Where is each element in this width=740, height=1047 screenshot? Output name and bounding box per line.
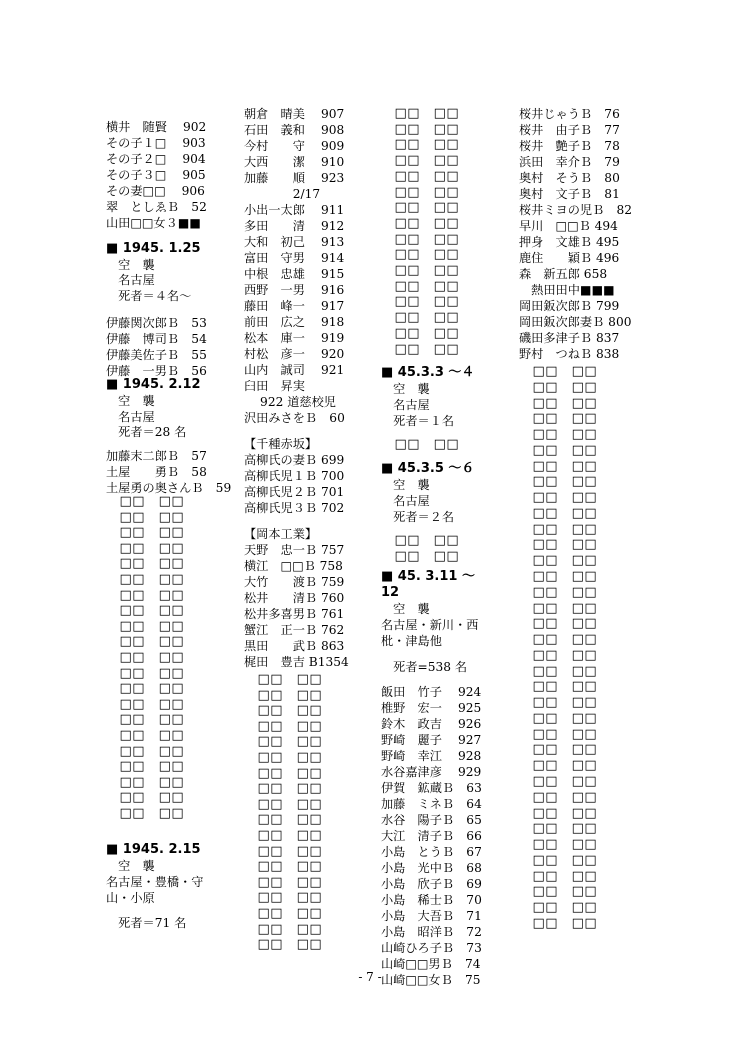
entry-row: 山崎□□女Ｂ 75 bbox=[381, 973, 481, 987]
illegible-entry-row: □□ □□ bbox=[381, 310, 460, 326]
entry-row: 天野 忠一Ｂ 757 bbox=[244, 543, 345, 557]
entry-row: 名古屋 bbox=[381, 398, 430, 412]
illegible-entry-row: □□ □□ bbox=[106, 806, 185, 821]
illegible-entry-row: □□ □□ bbox=[106, 759, 185, 775]
illegible-entry-row: □□ □□ bbox=[106, 525, 185, 541]
entry-row: 空 襲 bbox=[106, 394, 155, 408]
illegible-entry-row: □□ □□ bbox=[381, 168, 460, 184]
entry-row: 名古屋・新川・西 bbox=[381, 618, 479, 632]
entry-row: 村松 彦一 920 bbox=[244, 347, 345, 361]
entry-row: 名古屋 bbox=[106, 410, 155, 424]
entry-row: 大竹 渡Ｂ 759 bbox=[244, 575, 345, 589]
illegible-entry-row: □□ □□ bbox=[106, 494, 185, 509]
entry-row: 加藤末二郎Ｂ 57 bbox=[106, 449, 207, 463]
illegible-entry-row: □□ □□ bbox=[106, 618, 185, 634]
entry-row: 伊藤 一男Ｂ 56 bbox=[106, 364, 207, 378]
illegible-entry-row: □□ □□ bbox=[106, 774, 185, 790]
illegible-entry-row: □□ □□ bbox=[519, 742, 598, 758]
illegible-entry-row: □□ □□ bbox=[519, 915, 598, 931]
entry-row: 【千種赤坂】 bbox=[244, 437, 318, 451]
illegible-entry-row: □□ □□ bbox=[519, 632, 598, 648]
entry-row: 土屋 勇Ｂ 58 bbox=[106, 465, 207, 479]
entry-row: 空 襲 bbox=[106, 859, 155, 873]
entry-row: その子２□ 904 bbox=[106, 152, 206, 166]
illegible-entry-row: □□ □□ bbox=[381, 341, 460, 357]
entry-row: 死者＝１名 bbox=[381, 414, 455, 428]
illegible-entry-row: □□ □□ bbox=[519, 647, 598, 663]
illegible-entry-row: □□ □□ bbox=[519, 569, 598, 584]
illegible-entry-row: □□ □□ bbox=[381, 121, 460, 137]
entry-row: 臼田 昇実 bbox=[244, 379, 305, 393]
illegible-entry-row: □□ □□ bbox=[106, 681, 185, 697]
illegible-entry-row: □□ □□ bbox=[244, 718, 323, 734]
entry-row: その子１□ 903 bbox=[106, 136, 206, 150]
illegible-entry-row: □□ □□ bbox=[381, 247, 460, 263]
entry-row: 小島 欣子Ｂ 69 bbox=[381, 877, 482, 891]
illegible-entry-row: □□ □□ bbox=[519, 852, 598, 868]
illegible-entry-row: □□ □□ bbox=[519, 837, 598, 853]
illegible-entry-row: □□ □□ bbox=[519, 379, 598, 395]
entry-row: 空 襲 bbox=[381, 602, 430, 616]
illegible-entry-row: □□ □□ bbox=[519, 884, 598, 900]
entry-row: 早川 □□Ｂ 494 bbox=[519, 219, 618, 233]
illegible-entry-row: □□ □□ bbox=[519, 726, 598, 742]
illegible-entry-row: □□ □□ bbox=[244, 703, 323, 719]
entry-row: 沢田みさをＢ 60 bbox=[244, 411, 345, 425]
illegible-entry-row: □□ □□ bbox=[519, 537, 598, 553]
entry-row: 浜田 幸介Ｂ 79 bbox=[519, 155, 620, 169]
entry-row: 水谷 陽子Ｂ 65 bbox=[381, 813, 482, 827]
entry-row: 死者=538 名 bbox=[381, 660, 468, 674]
entry-row: 奥村 そうＢ 80 bbox=[519, 171, 620, 185]
illegible-entry-row: □□ □□ bbox=[106, 634, 185, 650]
entry-row: 梶田 豊吉 B1354 bbox=[244, 655, 349, 669]
entry-row: 鹿住 穎Ｂ 496 bbox=[519, 251, 620, 265]
entry-row: 加藤 順 923 bbox=[244, 171, 345, 185]
entry-row: 藤田 峰一 917 bbox=[244, 299, 345, 313]
illegible-entry-row: □□ □□ bbox=[381, 533, 460, 548]
entry-row: 石田 義和 908 bbox=[244, 123, 345, 137]
entry-row: 熱田田中■■■ bbox=[519, 283, 615, 297]
entry-row: 翠 としゑＢ 52 bbox=[106, 200, 207, 214]
entry-row: 空 襲 bbox=[381, 478, 430, 492]
entry-row: 小島 大吾Ｂ 71 bbox=[381, 909, 482, 923]
illegible-entry-row: □□ □□ bbox=[381, 200, 460, 216]
illegible-entry-row: □□ □□ bbox=[106, 728, 185, 743]
section-heading: ■ 1945. 2.12 bbox=[106, 377, 201, 392]
entry-row: 名古屋 bbox=[381, 494, 430, 508]
illegible-entry-row: □□ □□ bbox=[106, 743, 185, 759]
illegible-entry-row: □□ □□ bbox=[519, 474, 598, 490]
illegible-entry-row: □□ □□ bbox=[244, 812, 323, 828]
entry-row: その子３□ 905 bbox=[106, 168, 206, 182]
entry-row: 山内 誠司 921 bbox=[244, 363, 345, 377]
illegible-entry-row: □□ □□ bbox=[519, 442, 598, 458]
illegible-entry-row: □□ □□ bbox=[244, 890, 323, 906]
section-heading: ■ 45.3.3 ～４ bbox=[381, 365, 475, 380]
illegible-entry-row: □□ □□ bbox=[519, 584, 598, 600]
entry-row: 高柳氏児１Ｂ 700 bbox=[244, 469, 345, 483]
entry-row: 横江 □□Ｂ 758 bbox=[244, 559, 343, 573]
entry-row: その妻□□ 906 bbox=[106, 184, 205, 198]
entry-row: 大江 清子Ｂ 66 bbox=[381, 829, 482, 843]
entry-row: 死者＝28 名 bbox=[106, 425, 187, 439]
illegible-entry-row: □□ □□ bbox=[106, 790, 185, 806]
entry-row: 大西 潔 910 bbox=[244, 155, 345, 169]
illegible-entry-row: □□ □□ bbox=[519, 821, 598, 837]
illegible-entry-row: □□ □□ bbox=[519, 553, 598, 569]
entry-row: 奥村 文子Ｂ 81 bbox=[519, 187, 620, 201]
illegible-entry-row: □□ □□ bbox=[519, 427, 598, 443]
entry-row: 伊藤関次郎Ｂ 53 bbox=[106, 316, 207, 330]
entry-row: 高柳氏の妻Ｂ 699 bbox=[244, 453, 345, 467]
entry-row: 鈴木 政吉 926 bbox=[381, 717, 482, 731]
entry-row: 土屋勇の奥さんＢ 59 bbox=[106, 481, 232, 495]
entry-row: 西野 一男 916 bbox=[244, 283, 345, 297]
illegible-entry-row: □□ □□ bbox=[106, 650, 185, 665]
entry-row: 桜井じゃうＢ 76 bbox=[519, 107, 620, 121]
illegible-entry-row: □□ □□ bbox=[519, 364, 598, 379]
illegible-entry-row: □□ □□ bbox=[381, 231, 460, 247]
entry-row: 大和 初己 913 bbox=[244, 235, 345, 249]
illegible-entry-row: □□ □□ bbox=[244, 687, 323, 703]
illegible-entry-row: □□ □□ bbox=[519, 458, 598, 474]
page-number: - 7 - bbox=[358, 970, 382, 984]
illegible-entry-row: □□ □□ bbox=[381, 294, 460, 310]
entry-row: 磯田多津子Ｂ 837 bbox=[519, 331, 620, 345]
illegible-entry-row: □□ □□ bbox=[106, 540, 185, 556]
illegible-entry-row: □□ □□ bbox=[106, 696, 185, 712]
entry-row: 富田 守男 914 bbox=[244, 251, 345, 265]
entry-row: 前田 広之 918 bbox=[244, 315, 345, 329]
illegible-entry-row: □□ □□ bbox=[519, 868, 598, 884]
entry-row: 蟹江 正一Ｂ 762 bbox=[244, 623, 345, 637]
illegible-entry-row: □□ □□ bbox=[519, 505, 598, 521]
illegible-entry-row: □□ □□ bbox=[519, 710, 598, 726]
illegible-entry-row: □□ □□ bbox=[244, 672, 323, 687]
illegible-entry-row: □□ □□ bbox=[106, 587, 185, 603]
entry-row: 枇・津島他 bbox=[381, 634, 442, 648]
entry-row: 水谷嘉津彦 929 bbox=[381, 765, 482, 779]
entry-row: 野村 つねＢ 838 bbox=[519, 347, 620, 361]
illegible-entry-row: □□ □□ bbox=[519, 395, 598, 411]
illegible-entry-row: □□ □□ bbox=[244, 750, 323, 765]
entry-row: 伊賀 鉱蔵Ｂ 63 bbox=[381, 781, 482, 795]
entry-row: 伊藤美佐子Ｂ 55 bbox=[106, 348, 207, 362]
entry-row: 空 襲 bbox=[106, 258, 155, 272]
entry-row: 桜井 由子Ｂ 77 bbox=[519, 123, 620, 137]
entry-row: 山田□□女３■■ bbox=[106, 216, 201, 230]
entry-row: 岡田鈑次郎妻Ｂ 800 bbox=[519, 315, 632, 329]
entry-row: 死者＝71 名 bbox=[106, 916, 187, 930]
illegible-entry-row: □□ □□ bbox=[519, 490, 598, 506]
illegible-entry-row: □□ □□ bbox=[519, 695, 598, 711]
illegible-entry-row: □□ □□ bbox=[244, 796, 323, 812]
entry-row: 小島 とうＢ 67 bbox=[381, 845, 482, 859]
illegible-entry-row: □□ □□ bbox=[381, 325, 460, 341]
illegible-entry-row: □□ □□ bbox=[244, 859, 323, 875]
illegible-entry-row: □□ □□ bbox=[106, 572, 185, 587]
illegible-entry-row: □□ □□ bbox=[244, 734, 323, 750]
illegible-entry-row: □□ □□ bbox=[381, 184, 460, 200]
illegible-entry-row: □□ □□ bbox=[381, 137, 460, 153]
illegible-entry-row: □□ □□ bbox=[244, 906, 323, 921]
entry-row: 922 道慈校児 bbox=[244, 395, 336, 409]
section-heading: ■ 1945. 2.15 bbox=[106, 842, 201, 857]
entry-row: 加藤 ミネＢ 64 bbox=[381, 797, 482, 811]
entry-row: 森 新五郎 658 bbox=[519, 267, 608, 281]
illegible-entry-row: □□ □□ bbox=[106, 712, 185, 728]
illegible-entry-row: □□ □□ bbox=[244, 828, 323, 843]
entry-row: 2/17 bbox=[244, 187, 321, 201]
entry-row: 小島 光中Ｂ 68 bbox=[381, 861, 482, 875]
entry-row: 高柳氏児３Ｂ 702 bbox=[244, 501, 345, 515]
illegible-entry-row: □□ □□ bbox=[381, 215, 460, 231]
illegible-entry-row: □□ □□ bbox=[381, 437, 460, 452]
entry-row: 野崎 幸江 928 bbox=[381, 749, 482, 763]
illegible-entry-row: □□ □□ bbox=[381, 548, 460, 564]
entry-row: 小出一太郎 911 bbox=[244, 203, 345, 217]
illegible-entry-row: □□ □□ bbox=[244, 874, 323, 890]
section-heading: ■ 45.3.5 ～６ bbox=[381, 461, 475, 476]
illegible-entry-row: □□ □□ bbox=[519, 805, 598, 821]
illegible-entry-row: □□ □□ bbox=[106, 556, 185, 572]
entry-row: 名古屋 bbox=[106, 273, 155, 287]
illegible-entry-row: □□ □□ bbox=[519, 663, 598, 679]
illegible-entry-row: □□ □□ bbox=[106, 509, 185, 525]
illegible-entry-row: □□ □□ bbox=[244, 921, 323, 937]
illegible-entry-row: □□ □□ bbox=[519, 900, 598, 916]
entry-row: 高柳氏児２Ｂ 701 bbox=[244, 485, 345, 499]
illegible-entry-row: □□ □□ bbox=[519, 679, 598, 695]
entry-row: 岡田鈑次郎Ｂ 799 bbox=[519, 299, 620, 313]
illegible-entry-row: □□ □□ bbox=[381, 263, 460, 278]
illegible-entry-row: □□ □□ bbox=[519, 758, 598, 774]
entry-row: 山・小原 bbox=[106, 891, 155, 905]
entry-row: 横井 随賢 902 bbox=[106, 120, 207, 134]
illegible-entry-row: □□ □□ bbox=[519, 600, 598, 616]
entry-row: 野崎 麗子 927 bbox=[381, 733, 482, 747]
entry-row: 小島 昭洋Ｂ 72 bbox=[381, 925, 482, 939]
entry-row: 桜井ミヨの児Ｂ 82 bbox=[519, 203, 633, 217]
section-heading: 12 bbox=[381, 585, 400, 600]
entry-row: 松井 清Ｂ 760 bbox=[244, 591, 345, 605]
illegible-entry-row: □□ □□ bbox=[381, 278, 460, 294]
illegible-entry-row: □□ □□ bbox=[519, 616, 598, 632]
entry-row: 【岡本工業】 bbox=[244, 527, 318, 541]
entry-row: 中根 忠雄 915 bbox=[244, 267, 345, 281]
entry-row: 名古屋・豊橋・守 bbox=[106, 875, 204, 889]
entry-row: 松井多喜男Ｂ 761 bbox=[244, 607, 345, 621]
entry-row: 空 襲 bbox=[381, 382, 430, 396]
illegible-entry-row: □□ □□ bbox=[244, 843, 323, 859]
entry-row: 松本 庫一 919 bbox=[244, 331, 345, 345]
entry-row: 朝倉 晴美 907 bbox=[244, 107, 345, 121]
illegible-entry-row: □□ □□ bbox=[381, 106, 460, 121]
entry-row: 死者＝４名～ bbox=[106, 289, 192, 303]
entry-row: 伊藤 博司Ｂ 54 bbox=[106, 332, 207, 346]
illegible-entry-row: □□ □□ bbox=[519, 411, 598, 427]
illegible-entry-row: □□ □□ bbox=[519, 521, 598, 537]
entry-row: 死者＝２名 bbox=[381, 510, 455, 524]
illegible-entry-row: □□ □□ bbox=[519, 774, 598, 790]
entry-row: 黒田 武Ｂ 863 bbox=[244, 639, 345, 653]
illegible-entry-row: □□ □□ bbox=[106, 603, 185, 619]
entry-row: 山崎□□男Ｂ 74 bbox=[381, 957, 481, 971]
illegible-entry-row: □□ □□ bbox=[106, 665, 185, 681]
entry-row: 押身 文雄Ｂ 495 bbox=[519, 235, 620, 249]
entry-row: 桜井 艶子Ｂ 78 bbox=[519, 139, 620, 153]
section-heading: ■ 1945. 1.25 bbox=[106, 241, 201, 256]
section-heading: ■ 45. 3.11 ～ bbox=[381, 569, 475, 584]
illegible-entry-row: □□ □□ bbox=[244, 937, 323, 953]
illegible-entry-row: □□ □□ bbox=[244, 781, 323, 797]
entry-row: 今村 守 909 bbox=[244, 139, 345, 153]
illegible-entry-row: □□ □□ bbox=[381, 153, 460, 169]
illegible-entry-row: □□ □□ bbox=[519, 789, 598, 805]
entry-row: 小島 稀士Ｂ 70 bbox=[381, 893, 482, 907]
entry-row: 山崎ひろ子Ｂ 73 bbox=[381, 941, 482, 955]
entry-row: 多田 清 912 bbox=[244, 219, 345, 233]
entry-row: 椎野 宏一 925 bbox=[381, 701, 482, 715]
illegible-entry-row: □□ □□ bbox=[244, 765, 323, 781]
entry-row: 飯田 竹子 924 bbox=[381, 685, 482, 699]
